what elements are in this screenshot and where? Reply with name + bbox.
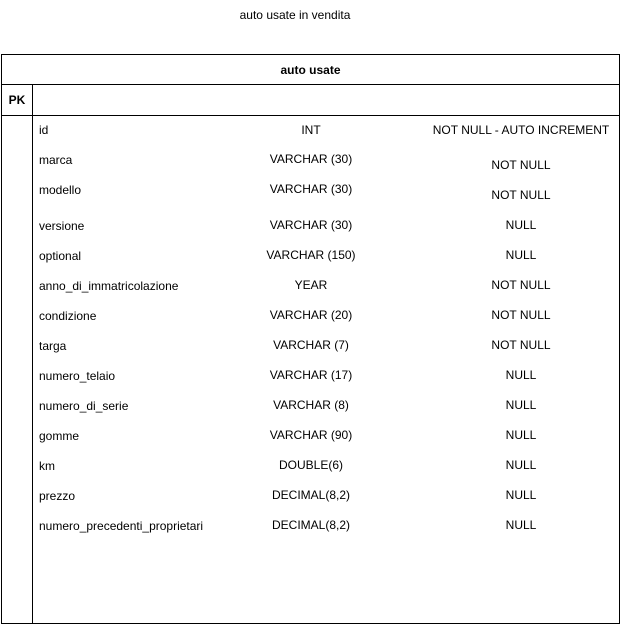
field-name: numero_telaio xyxy=(39,369,116,383)
field-type: VARCHAR (20) xyxy=(269,308,353,322)
field-constraint: NULL xyxy=(505,428,537,442)
field-constraint: NOT NULL xyxy=(491,278,551,292)
field-name: numero_precedenti_proprietari xyxy=(39,519,204,533)
field-type: VARCHAR (30) xyxy=(269,182,353,196)
table-title: auto usate xyxy=(2,55,619,85)
field-constraint: NOT NULL xyxy=(491,158,551,172)
field-constraint: NULL xyxy=(505,488,537,502)
field-constraint: NULL xyxy=(505,218,537,232)
field-type: INT xyxy=(301,123,321,137)
field-type: VARCHAR (30) xyxy=(269,218,353,232)
field-type: DECIMAL(8,2) xyxy=(271,518,351,532)
field-name: km xyxy=(39,459,55,473)
primary-key-row xyxy=(2,85,619,116)
field-type: DOUBLE(6) xyxy=(278,458,343,472)
field-constraint: NULL xyxy=(505,458,537,472)
field-constraint: NULL xyxy=(505,368,537,382)
field-name: numero_di_serie xyxy=(39,399,129,413)
field-type: VARCHAR (90) xyxy=(269,428,353,442)
field-constraint: NULL xyxy=(505,398,537,412)
field-name: prezzo xyxy=(39,489,76,503)
field-name: gomme xyxy=(39,429,80,443)
field-name: modello xyxy=(39,183,82,197)
field-constraint: NOT NULL xyxy=(491,188,551,202)
field-type: VARCHAR (30) xyxy=(269,152,353,166)
field-constraint: NULL xyxy=(505,248,537,262)
field-type: VARCHAR (150) xyxy=(266,248,356,262)
field-name: optional xyxy=(39,249,82,263)
field-name: condizione xyxy=(39,309,97,323)
diagram-caption: auto usate in vendita xyxy=(239,8,351,22)
field-type: YEAR xyxy=(294,278,328,292)
field-name: id xyxy=(39,123,49,137)
field-constraint: NOT NULL - AUTO INCREMENT xyxy=(432,123,610,137)
field-constraint: NULL xyxy=(505,518,537,532)
column-divider xyxy=(32,116,33,623)
field-constraint: NOT NULL xyxy=(491,308,551,322)
pk-label: PK xyxy=(2,85,33,115)
field-type: VARCHAR (7) xyxy=(273,338,349,352)
field-type: DECIMAL(8,2) xyxy=(271,488,351,502)
field-name: versione xyxy=(39,219,85,233)
field-type: VARCHAR (8) xyxy=(273,398,349,412)
field-name: anno_di_immatricolazione xyxy=(39,279,179,293)
field-name: marca xyxy=(39,153,73,167)
field-name: targa xyxy=(39,339,67,353)
field-constraint: NOT NULL xyxy=(491,338,551,352)
field-type: VARCHAR (17) xyxy=(269,368,353,382)
entity-table xyxy=(1,54,620,624)
